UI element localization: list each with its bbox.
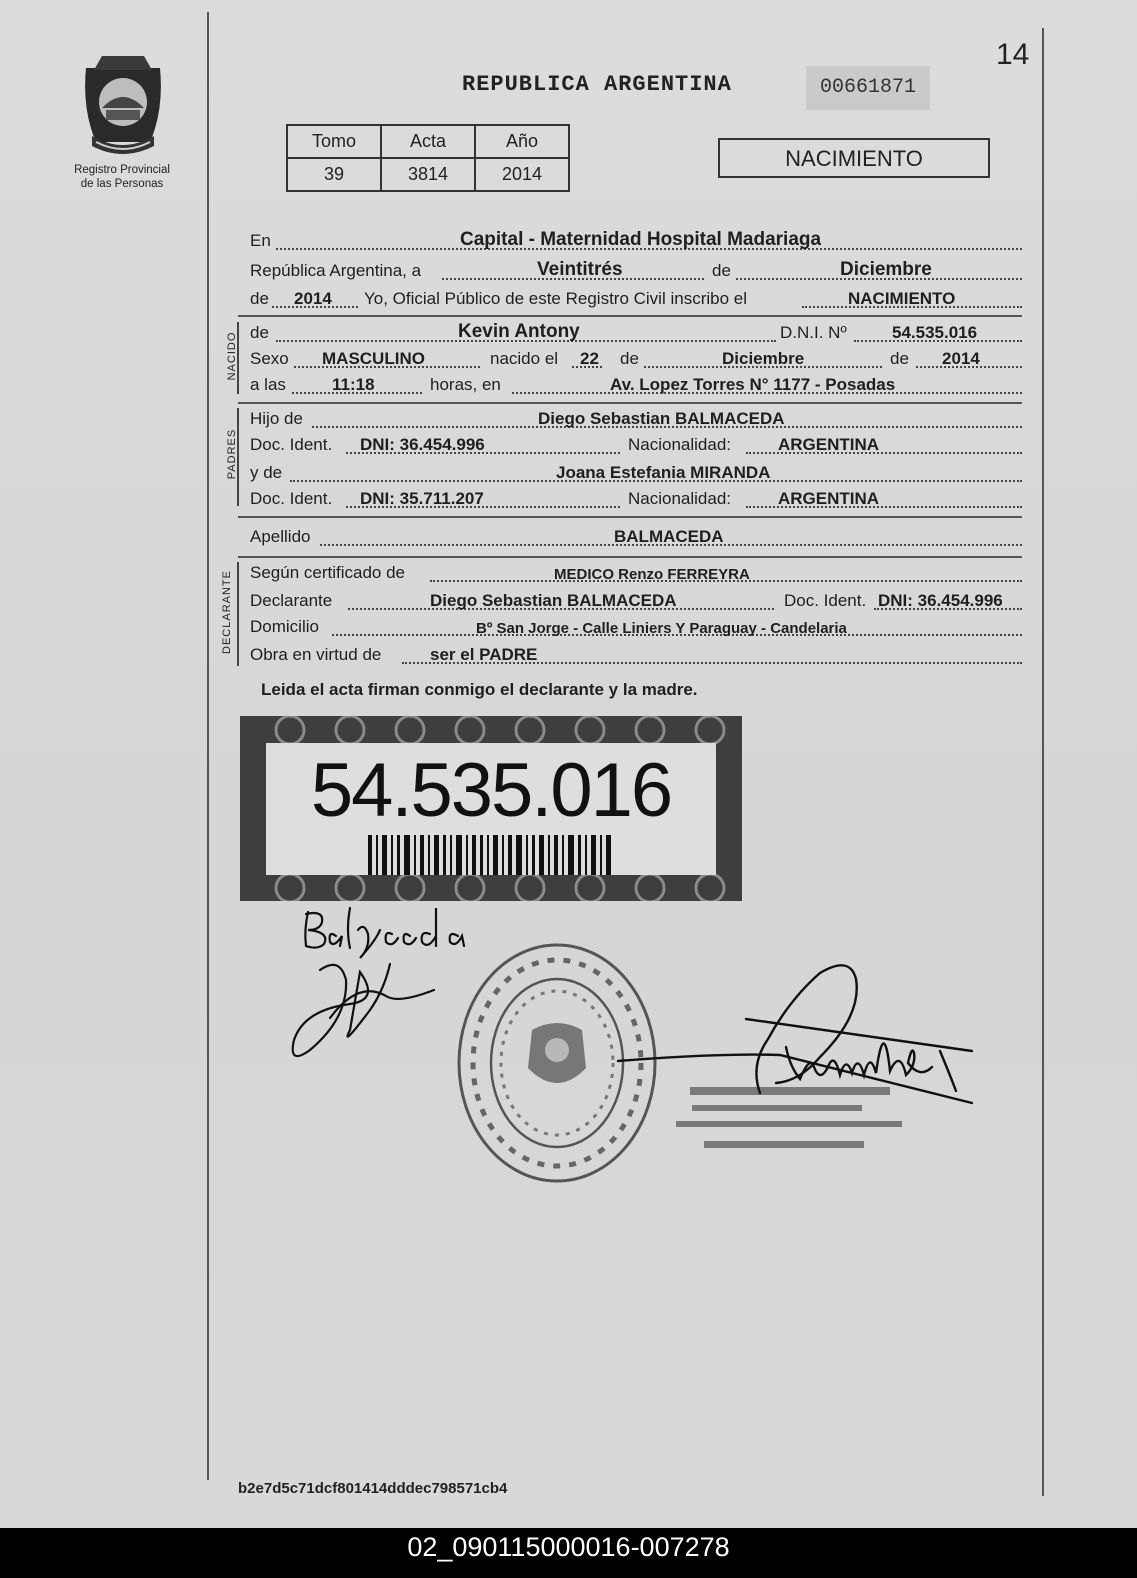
nacido-section-label: NACIDO — [226, 331, 238, 381]
obra-value: ser el PADRE — [430, 645, 538, 664]
registry-logo — [72, 50, 174, 162]
nacido-label: nacido el — [490, 349, 559, 368]
obra-label: Obra en virtud de — [250, 645, 382, 664]
republica-label: República Argentina, a — [250, 261, 422, 280]
child-sex: MASCULINO — [322, 349, 425, 368]
en-label: En — [250, 231, 271, 250]
stamp-dni-number: 54.535.016 — [310, 748, 672, 833]
barcode — [368, 835, 614, 875]
declarante-bar — [237, 562, 239, 666]
father-nationality-label: Nacionalidad: — [628, 435, 732, 454]
day-value: Veintitrés — [537, 259, 623, 280]
mother-nationality: ARGENTINA — [778, 489, 880, 508]
birth-month: Diciembre — [722, 349, 805, 368]
hijo-label: Hijo de — [250, 409, 303, 428]
country-title: REPUBLICA ARGENTINA — [462, 72, 732, 97]
declarant-doc-label: Doc. Ident. — [784, 591, 867, 610]
divider-padres — [238, 402, 1022, 404]
registry-name — [55, 163, 189, 191]
mother-doc: DNI: 35.711.207 — [360, 489, 484, 508]
act-value: NACIMIENTO — [848, 289, 956, 308]
yde-label: y de — [250, 463, 283, 482]
birth-time: 11:18 — [332, 375, 375, 394]
stamp-inner-panel — [266, 743, 716, 875]
tomo-header: Tomo — [287, 125, 381, 158]
divider-apellido — [238, 516, 1022, 518]
birth-address: Av. Lopez Torres N° 1177 - Posadas — [610, 375, 896, 394]
father-name: Diego Sebastian BALMACEDA — [538, 409, 785, 428]
de-label-2: de — [250, 289, 269, 308]
child-dni: 54.535.016 — [892, 323, 978, 342]
closing-statement: Leida el acta firman conmigo el declarante y la madre. — [261, 680, 698, 699]
footer-id: 02_090115000016-007278 — [407, 1532, 730, 1562]
horas-label: horas, en — [430, 375, 501, 394]
acta-value: 3814 — [381, 158, 475, 191]
left-margin-line — [207, 12, 209, 1480]
reference-value-row — [287, 158, 569, 191]
document-hash: b2e7d5c71dcf801414dddec798571cb4 — [238, 1480, 508, 1497]
declarant-doc: DNI: 36.454.996 — [878, 591, 1003, 610]
acta-header: Acta — [381, 125, 475, 158]
birth-year: 2014 — [942, 349, 980, 368]
anio-header: Año — [475, 125, 569, 158]
mother-nationality-label: Nacionalidad: — [628, 489, 732, 508]
apellido-label: Apellido — [250, 527, 311, 546]
dni-label: D.N.I. Nº — [780, 323, 847, 342]
reference-header-row — [287, 125, 569, 158]
document-type-box: NACIMIENTO — [718, 138, 990, 178]
father-doc-label: Doc. Ident. — [250, 435, 333, 454]
padres-section-label: PADRES — [226, 428, 238, 480]
domicilio-label: Domicilio — [250, 617, 319, 636]
divider-declarante — [238, 556, 1022, 558]
de-label-4: de — [620, 349, 639, 368]
registry-name-line1: Registro Provincial — [74, 164, 170, 176]
serial-number: 00661871 — [806, 66, 930, 110]
de-label-5: de — [890, 349, 909, 368]
page-number: 14 — [996, 38, 1030, 71]
declarant-address: Bº San Jorge - Calle Liniers Y Paraguay - Candelaria — [476, 620, 847, 637]
sexo-label: Sexo — [250, 349, 289, 368]
de-label-3: de — [250, 323, 269, 342]
official-text: Yo, Oficial Público de este Registro Civil inscribo el — [364, 289, 747, 308]
father-doc: DNI: 36.454.996 — [360, 435, 485, 454]
dni-stamp — [240, 716, 742, 901]
declarante-section-label: DECLARANTE — [221, 570, 233, 654]
tomo-value: 39 — [287, 158, 381, 191]
declarante-label: Declarante — [250, 591, 333, 610]
place-value: Capital - Maternidad Hospital Madariaga — [460, 229, 822, 250]
father-nationality: ARGENTINA — [778, 435, 880, 454]
apellido-value: BALMACEDA — [614, 527, 724, 546]
official-signature-stamp — [600, 955, 980, 1180]
birth-day: 22 — [580, 349, 599, 368]
anio-value: 2014 — [475, 158, 569, 191]
year-value: 2014 — [294, 289, 332, 308]
reference-table — [286, 124, 570, 192]
declarant-name: Diego Sebastian BALMACEDA — [430, 591, 677, 610]
registry-name-line2: de las Personas — [80, 178, 164, 190]
divider-nacido — [238, 315, 1022, 317]
certificado-label: Según certificado de — [250, 563, 405, 582]
certificate-value: MEDICO Renzo FERREYRA — [554, 566, 750, 583]
a-las-label: a las — [250, 375, 286, 394]
mother-name: Joana Estefania MIRANDA — [556, 463, 771, 482]
de-label: de — [712, 261, 731, 280]
month-value: Diciembre — [840, 259, 932, 280]
mother-doc-label: Doc. Ident. — [250, 489, 333, 508]
right-margin-line — [1042, 28, 1044, 1496]
child-name: Kevin Antony — [458, 321, 580, 342]
